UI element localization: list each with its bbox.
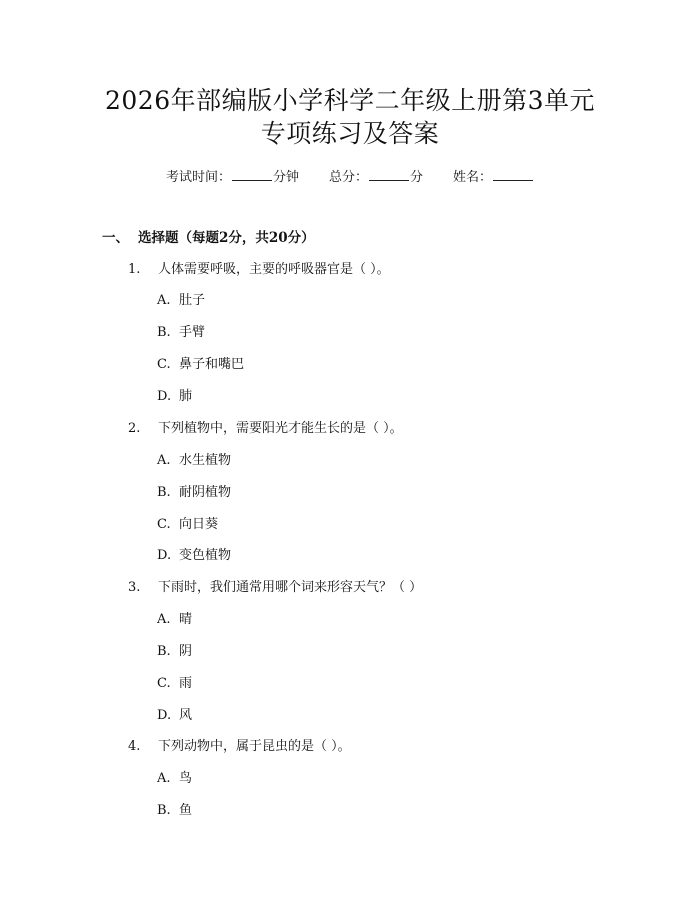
option-text: 耐阴植物 [179, 485, 232, 500]
option-text: 肚子 [179, 293, 206, 308]
page-title-line-1: 2026年部编版小学科学二年级上册第3单元 [104, 86, 596, 115]
question-number: 2. [128, 421, 141, 436]
question-2-option-c [157, 516, 218, 534]
time-unit: 分钟 [272, 170, 299, 185]
question-3-option-b [157, 643, 192, 661]
name-blank [493, 168, 533, 181]
question-3 [128, 579, 422, 597]
question-4 [128, 738, 351, 756]
section-number: 一、 [102, 230, 129, 246]
question-text: 人体需要呼吸，主要的呼吸器官是（ ）。 [158, 262, 390, 277]
option-text: 鼻子和嘴巴 [179, 357, 245, 372]
question-3-option-c [157, 675, 192, 693]
question-text: 下列动物中，属于昆虫的是（ ）。 [158, 739, 351, 754]
option-text: 向日葵 [179, 517, 219, 532]
option-letter: C. [157, 357, 171, 372]
section-title: 选择题（每题2分，共20分） [138, 230, 315, 246]
option-text: 风 [179, 708, 193, 723]
option-text: 晴 [179, 612, 193, 627]
question-3-option-a [157, 611, 192, 629]
option-letter: C. [157, 517, 171, 532]
option-text: 鱼 [179, 803, 193, 818]
option-text: 肺 [179, 389, 193, 404]
question-1-option-d [157, 388, 192, 406]
option-letter: A. [157, 293, 171, 308]
question-2-option-a [157, 452, 231, 470]
exam-info-line [0, 168, 700, 187]
question-1-option-a [157, 292, 205, 310]
option-letter: B. [157, 644, 171, 659]
option-text: 水生植物 [179, 453, 232, 468]
option-letter: D. [157, 548, 172, 563]
option-letter: A. [157, 771, 171, 786]
question-text: 下雨时，我们通常用哪个词来形容天气？（ ） [158, 580, 423, 595]
option-text: 鸟 [179, 771, 193, 786]
option-letter: B. [157, 485, 171, 500]
question-number: 1. [128, 262, 141, 277]
question-1-option-c [157, 356, 244, 374]
page-title-line-2: 专项练习及答案 [260, 119, 440, 148]
time-label: 考试时间： [165, 170, 231, 185]
option-letter: C. [157, 676, 171, 691]
option-text: 阴 [179, 644, 193, 659]
score-label: 总分： [328, 170, 368, 185]
question-1 [128, 261, 390, 279]
time-blank [232, 168, 272, 181]
question-number: 4. [128, 739, 141, 754]
question-number: 3. [128, 580, 141, 595]
score-blank [369, 168, 409, 181]
question-2-option-d [157, 547, 231, 565]
section-heading [102, 229, 315, 247]
option-text: 手臂 [179, 325, 206, 340]
question-4-option-a [157, 770, 192, 788]
option-letter: D. [157, 389, 172, 404]
question-3-option-d [157, 707, 192, 725]
name-label: 姓名： [453, 170, 493, 185]
option-letter: A. [157, 612, 171, 627]
option-letter: B. [157, 325, 171, 340]
option-letter: B. [157, 803, 171, 818]
question-1-option-b [157, 324, 205, 342]
option-letter: D. [157, 708, 172, 723]
score-unit: 分 [410, 170, 424, 185]
option-text: 变色植物 [179, 548, 232, 563]
option-letter: A. [157, 453, 171, 468]
question-2 [128, 420, 403, 438]
option-text: 雨 [179, 676, 193, 691]
question-4-option-b [157, 802, 192, 820]
question-text: 下列植物中，需要阳光才能生长的是（ ）。 [158, 421, 403, 436]
question-2-option-b [157, 484, 231, 502]
